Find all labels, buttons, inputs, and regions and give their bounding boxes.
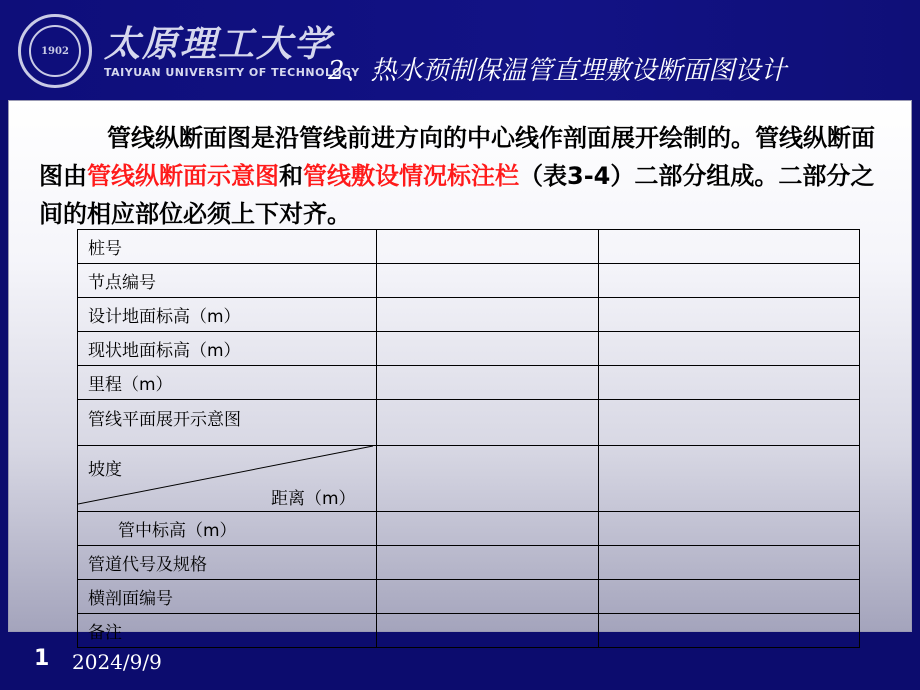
university-name-logo: 太原理工大学 xyxy=(104,23,333,65)
seal-year: 1902 xyxy=(41,46,69,57)
university-name-english: TAIYUAN UNIVERSITY OF TECHNOLOGY xyxy=(104,66,360,79)
table-cell xyxy=(377,400,599,446)
row-label-pipe-center-elevation: 管中标高（m） xyxy=(78,512,377,546)
university-seal-logo xyxy=(18,14,92,88)
table-cell xyxy=(377,298,599,332)
table-cell xyxy=(599,446,860,512)
table-row xyxy=(78,298,860,332)
row-label-design-elevation: 设计地面标高（m） xyxy=(78,298,377,332)
row-label-plan-sketch: 管线平面展开示意图 xyxy=(78,400,377,446)
row-label-slope-distance xyxy=(78,446,377,512)
table-row xyxy=(78,614,860,648)
table-cell xyxy=(599,366,860,400)
table-cell xyxy=(599,614,860,648)
table-cell xyxy=(599,580,860,614)
table-row xyxy=(78,580,860,614)
slide-date: 2024/9/9 xyxy=(72,650,162,674)
slide-number: 1 xyxy=(34,646,50,671)
row-label-existing-elevation: 现状地面标高（m） xyxy=(78,332,377,366)
row-label-remarks: 备注 xyxy=(78,614,377,648)
table-cell xyxy=(599,298,860,332)
slope-label: 坡度 xyxy=(88,460,122,480)
table-cell xyxy=(377,264,599,298)
table-cell xyxy=(599,332,860,366)
table-cell xyxy=(377,446,599,512)
table-cell xyxy=(377,546,599,580)
table-row xyxy=(78,546,860,580)
table-row xyxy=(78,264,860,298)
table-cell xyxy=(599,400,860,446)
para-text-2: 和 xyxy=(279,162,303,190)
table-row xyxy=(78,512,860,546)
slide-title: 2、热水预制保温管直埋敷设断面图设计 xyxy=(328,56,787,86)
table-cell xyxy=(377,230,599,264)
para-text-3: （表3-4）二部分组成。二部分之间的相应部位必须上下对齐。 xyxy=(39,162,875,228)
table-row xyxy=(78,230,860,264)
table-cell xyxy=(599,230,860,264)
highlight-profile-sketch: 管线纵断面示意图 xyxy=(87,162,279,190)
table-cell xyxy=(377,580,599,614)
header-bar xyxy=(0,0,920,100)
table-cell xyxy=(377,332,599,366)
table-cell xyxy=(377,512,599,546)
annotation-table xyxy=(77,229,860,648)
table-row xyxy=(78,446,860,512)
para-text-1: 管线纵断面图是沿管线前进方向的中心线作剖面展开绘制的。管线纵断面图由 xyxy=(39,124,875,190)
row-label-station: 桩号 xyxy=(78,230,377,264)
table-cell xyxy=(377,614,599,648)
highlight-annotation-column: 管线敷设情况标注栏 xyxy=(303,162,519,190)
table-cell xyxy=(599,512,860,546)
table-cell xyxy=(599,264,860,298)
row-label-node-number: 节点编号 xyxy=(78,264,377,298)
row-label-cross-section-number: 横剖面编号 xyxy=(78,580,377,614)
seal-inner-ring xyxy=(29,25,81,77)
table-cell xyxy=(599,546,860,580)
intro-paragraph xyxy=(39,119,875,233)
row-label-pipe-code-spec: 管道代号及规格 xyxy=(78,546,377,580)
table-row xyxy=(78,400,860,446)
distance-label: 距离（m） xyxy=(271,489,356,509)
content-panel xyxy=(8,100,912,643)
table-row xyxy=(78,332,860,366)
table-row xyxy=(78,366,860,400)
table-cell xyxy=(377,366,599,400)
row-label-mileage: 里程（m） xyxy=(78,366,377,400)
